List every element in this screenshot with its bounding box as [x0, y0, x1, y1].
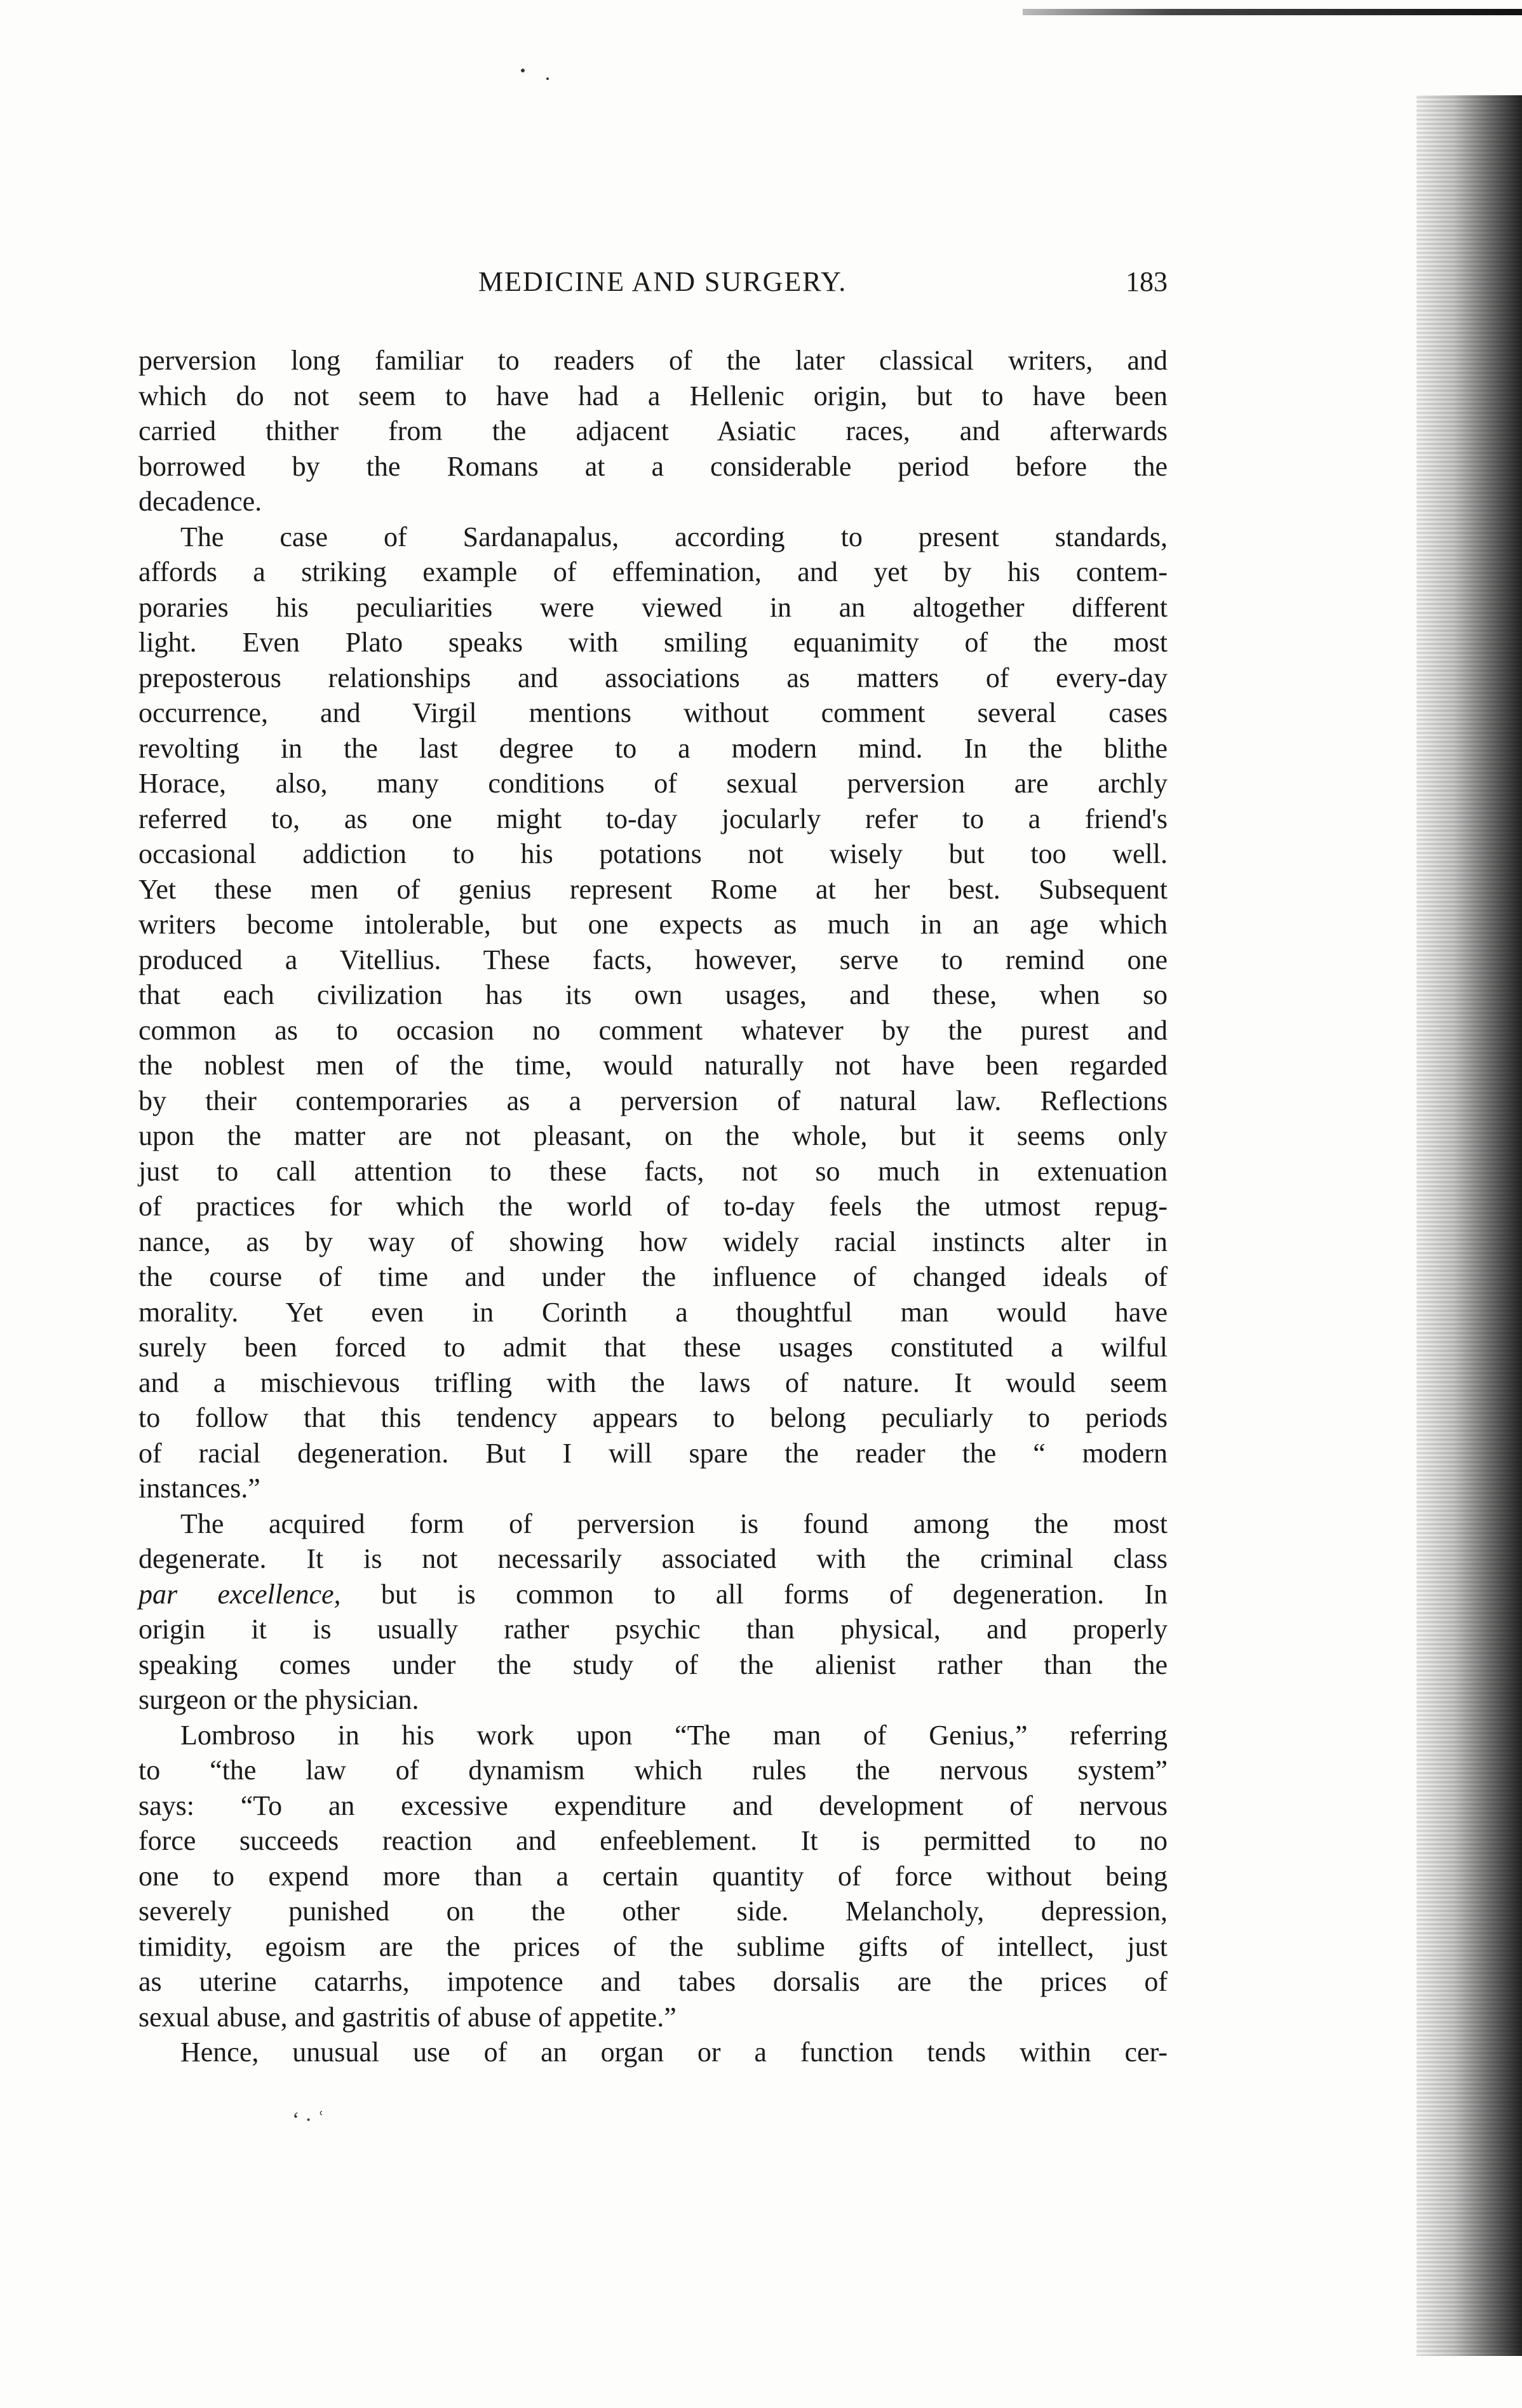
ink-speck [546, 77, 549, 80]
text-line: to “the law of dynamism which rules the nervous system” [138, 1755, 1168, 1786]
text-line: as uterine catarrhs, impotence and tabes dorsalis are the prices of [138, 1966, 1168, 1997]
running-head [138, 265, 1168, 304]
text-line: carried thither from the adjacent Asiatic races, and afterwards [138, 415, 1168, 446]
footer-marks: ‘ · ʿ [292, 2108, 325, 2132]
text-line: instances.” [138, 1473, 260, 1504]
text-line: by their contemporaries as a perversion of natural law. Reflections [138, 1085, 1168, 1116]
text-line: preposterous relationships and associations as matters of every-day [138, 662, 1168, 693]
text-fragment: but is common to all forms of degeneration. In [340, 1578, 1168, 1610]
text-line: revolting in the last degree to a modern mind. In the blithe [138, 732, 1168, 764]
text-line: severely punished on the other side. Melancholy, depression, [138, 1896, 1168, 1927]
text-line: that each civilization has its own usages, and these, when so [138, 979, 1168, 1010]
text-line: Yet these men of genius represent Rome at her best. Subsequent [138, 873, 1168, 905]
text-line: degenerate. It is not necessarily associated with the criminal class [138, 1543, 1168, 1574]
text-line: to follow that this tendency appears to belong peculiarly to periods [138, 1402, 1168, 1433]
text-line: light. Even Plato speaks with smiling equanimity of the most [138, 627, 1168, 658]
text-line: produced a Vitellius. These facts, however, serve to remind one [138, 944, 1168, 975]
text-line: decadence. [138, 486, 262, 517]
text-line: referred to, as one might to-day jocularly refer to a friend's [138, 803, 1168, 834]
text-line: morality. Yet even in Corinth a thoughtful man would have [138, 1296, 1168, 1328]
text-line: borrowed by the Romans at a considerable period before the [138, 450, 1168, 482]
text-line: force succeeds reaction and enfeeblement. It is permitted to no [138, 1825, 1168, 1856]
text-line: upon the matter are not pleasant, on the whole, but it seems only [138, 1120, 1168, 1151]
text-line: the noblest men of the time, would naturally not have been regarded [138, 1050, 1168, 1081]
text-line: Lombroso in his work upon “The man of Genius,” referring [180, 1719, 1168, 1751]
running-title: MEDICINE AND SURGERY. [478, 266, 847, 297]
text-line: The acquired form of perversion is found among the most [180, 1508, 1168, 1539]
text-line: says: “To an excessive expenditure and development of nervous [138, 1789, 1168, 1821]
text-line: of racial degeneration. But I will spare the reader the “ modern [138, 1437, 1168, 1469]
text-line: timidity, egoism are the prices of the sublime gifts of intellect, just [138, 1930, 1168, 1962]
text-line: surely been forced to admit that these usages constituted a wilful [138, 1332, 1168, 1363]
top-rule [1023, 9, 1522, 15]
binding-edge-shadow [1417, 95, 1522, 2356]
body-text [138, 343, 1168, 2070]
text-line: speaking comes under the study of the alienist rather than the [138, 1649, 1168, 1680]
text-line: perversion long familiar to readers of the later classical writers, and [138, 345, 1168, 376]
text-line: sexual abuse, and gastritis of abuse of appetite.” [138, 2001, 677, 2033]
text-line: common as to occasion no comment whatever by the purest and [138, 1014, 1168, 1046]
text-line: The case of Sardanapalus, according to present standards, [180, 521, 1168, 552]
page-number: 183 [1126, 266, 1168, 297]
text-line: occurrence, and Virgil mentions without comment several cases [138, 697, 1168, 728]
text-line: and a mischievous trifling with the laws of nature. It would seem [138, 1367, 1168, 1398]
text-line: just to call attention to these facts, not so much in extenuation [138, 1155, 1168, 1187]
text-line: Hence, unusual use of an organ or a function tends within cer- [180, 2037, 1168, 2068]
ink-speck [521, 69, 525, 72]
text-line: Horace, also, many conditions of sexual perversion are archly [138, 768, 1168, 799]
text-line: of practices for which the world of to-day feels the utmost repug- [138, 1191, 1168, 1222]
italic-phrase: par excellence, [138, 1578, 341, 1610]
text-line: occasional addiction to his potations not wisely but too well. [138, 838, 1168, 869]
text-line: nance, as by way of showing how widely racial instincts alter in [138, 1226, 1168, 1257]
text-line: origin it is usually rather psychic than physical, and properly [138, 1614, 1168, 1645]
text-line-mixed [138, 1577, 1168, 1612]
text-line: poraries his peculiarities were viewed in an altogether different [138, 591, 1168, 623]
text-line: affords a striking example of effemination, and yet by his contem- [138, 556, 1168, 587]
text-line: the course of time and under the influence of changed ideals of [138, 1261, 1168, 1292]
text-line: writers become intolerable, but one expects as much in an age which [138, 909, 1168, 940]
text-line: one to expend more than a certain quantity of force without being [138, 1860, 1168, 1892]
text-line: surgeon or the physician. [138, 1684, 419, 1715]
text-line: which do not seem to have had a Hellenic origin, but to have been [138, 380, 1168, 411]
